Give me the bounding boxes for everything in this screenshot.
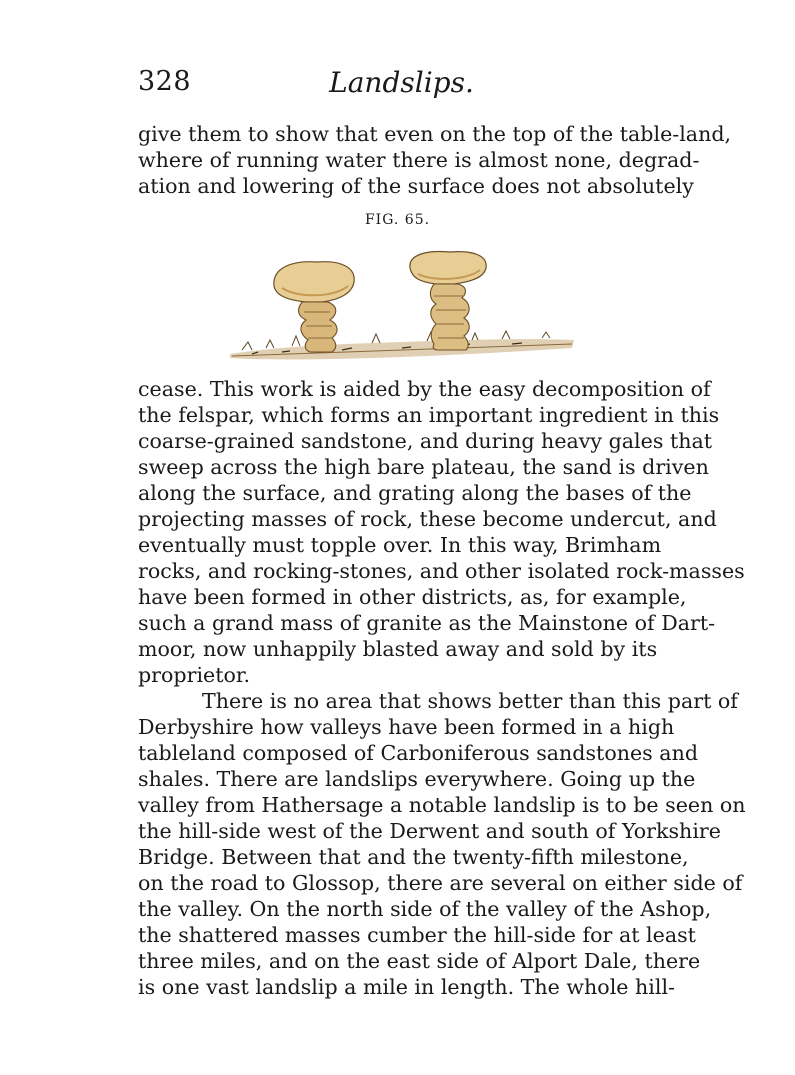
text-line: coarse-grained sandstone, and during heavy gales that <box>138 429 713 453</box>
text-line: Bridge. Between that and the twenty-fifth milestone, <box>138 845 689 869</box>
page-number: 328 <box>138 66 192 97</box>
text-line: eventually must topple over. In this way, Brimham <box>138 533 662 557</box>
figure-caption: FIG. 65. <box>364 212 431 228</box>
text-line: the valley. On the north side of the valley of the Ashop, <box>138 897 712 921</box>
ground-strip <box>230 331 574 360</box>
text-line: tableland composed of Carboniferous sandstones and <box>138 741 699 765</box>
left-rock <box>274 262 354 352</box>
text-line: Derbyshire how valleys have been formed in a high <box>138 715 675 739</box>
body-text-bottom <box>138 376 746 1000</box>
text-line: such a grand mass of granite as the Mainstone of Dart- <box>138 611 716 635</box>
text-line: projecting masses of rock, these become undercut, and <box>138 507 717 531</box>
running-title: Landslips. <box>329 66 474 99</box>
text-line: moor, now unhappily blasted away and sold by its <box>138 637 658 661</box>
text-line: sweep across the high bare plateau, the sand is driven <box>138 455 709 479</box>
body-text-top <box>138 121 732 199</box>
text-line: along the surface, and grating along the bases of the <box>138 481 692 505</box>
right-rock <box>410 252 486 350</box>
text-line: where of running water there is almost none, degrad- <box>138 148 700 172</box>
text-line: on the road to Glossop, there are several on either side of <box>138 871 743 895</box>
text-line: three miles, and on the east side of Alport Dale, there <box>138 949 701 973</box>
text-line: valley from Hathersage a notable landslip is to be seen on <box>138 793 746 817</box>
rock-formation-illustration <box>222 246 582 368</box>
text-line: is one vast landslip a mile in length. The whole hill- <box>138 975 676 999</box>
text-line: cease. This work is aided by the easy decomposition of <box>138 377 711 401</box>
text-line: shales. There are landslips everywhere. Going up the <box>138 767 696 791</box>
text-line: ation and lowering of the surface does not absolutely <box>138 174 694 198</box>
text-line: proprietor. <box>138 663 251 687</box>
text-line: the shattered masses cumber the hill-side for at least <box>138 923 696 947</box>
text-line: the hill-side west of the Derwent and south of Yorkshire <box>138 819 721 843</box>
text-line: rocks, and rocking-stones, and other isolated rock-masses <box>138 559 745 583</box>
text-line: have been formed in other districts, as, for example, <box>138 585 687 609</box>
text-line: give them to show that even on the top of the table-land, <box>138 122 732 146</box>
paragraph-first-line: There is no area that shows better than this part of <box>202 689 738 713</box>
text-line: the felspar, which forms an important ingredient in this <box>138 403 720 427</box>
